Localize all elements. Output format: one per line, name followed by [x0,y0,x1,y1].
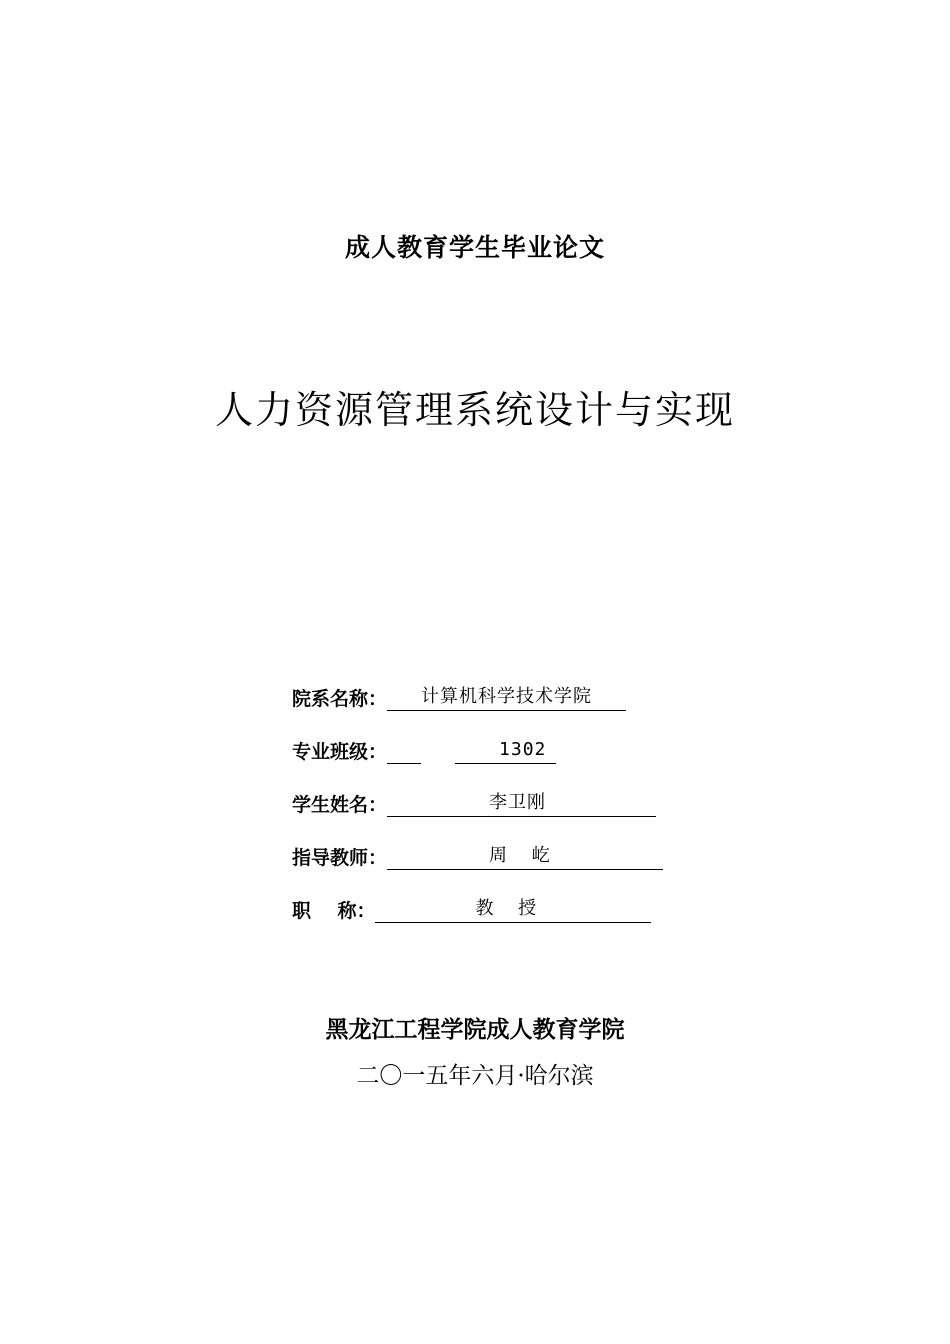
info-row-department [292,684,712,737]
date-and-place: 二〇一五年六月·哈尔滨 [356,1063,594,1089]
info-row-class [292,737,712,790]
info-row-supervisor [292,843,712,896]
department-value: 计算机科学技术学院 [421,684,592,711]
department-label: 院系名称： [292,688,388,710]
student-name-value: 李卫刚 [489,790,546,817]
supervisor-label: 指导教师： [292,847,388,869]
professional-title-value: 教 授 [475,896,537,923]
class-value: 1302 [499,737,546,764]
thesis-info-block [292,684,712,949]
supervisor-value: 周 屹 [489,843,551,870]
professional-title-label: 职 称： [292,900,376,922]
document-type-heading: 成人教育学生毕业论文 [344,233,605,262]
institution-name: 黑龙江工程学院成人教育学院 [325,1016,625,1043]
professional-title-value-line [375,896,651,923]
class-label: 专业班级： [292,741,388,763]
info-row-student-name [292,790,712,843]
department-value-line [387,684,626,711]
class-value-line [387,737,556,764]
thesis-title: 人力资源管理系统设计与实现 [214,388,735,432]
student-name-label: 学生姓名： [292,794,388,816]
info-row-title [292,896,712,949]
supervisor-value-line [387,843,663,870]
student-name-value-line [387,790,656,817]
